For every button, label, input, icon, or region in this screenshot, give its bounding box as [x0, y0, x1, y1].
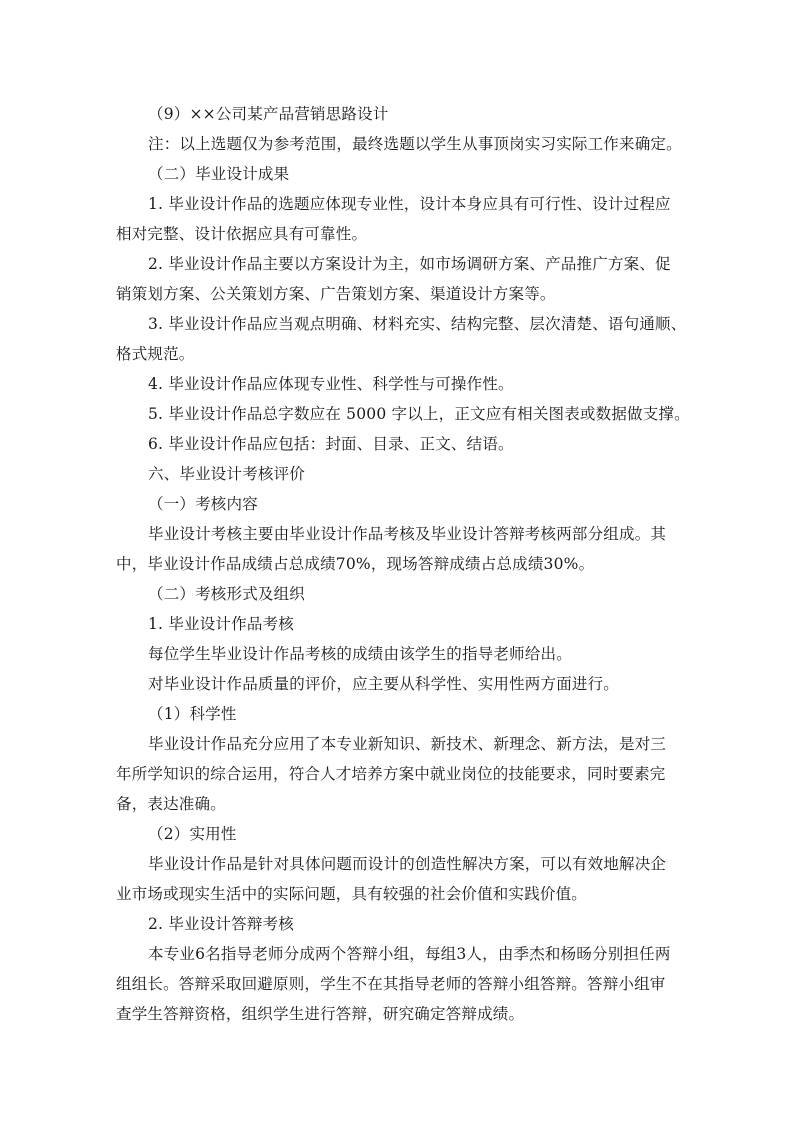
paragraph-line: 毕业设计作品充分应用了本专业新知识、新技术、新理念、新方法，是对三	[148, 735, 667, 753]
paragraph-line: 5. 毕业设计作品总字数应在 5000 字以上，正文应有相关图表或数据做支撑。	[148, 405, 690, 423]
paragraph-line: 查学生答辩资格，组织学生进行答辩，研究确定答辩成绩。	[116, 1005, 525, 1023]
paragraph-line: 业市场或现实生活中的实际问题，具有较强的社会价值和实践价值。	[116, 885, 588, 903]
paragraph-line: 毕业设计考核主要由毕业设计作品考核及毕业设计答辩考核两部分组成。其	[148, 525, 667, 543]
note-paragraph: 注：以上选题仅为参考范围，最终选题以学生从事顶岗实习实际工作来确定。	[148, 135, 682, 153]
paragraph-line: 相对完整、设计依据应具有可靠性。	[116, 225, 368, 243]
paragraph-line: 中，毕业设计作品成绩占总成绩70%，现场答辩成绩占总成绩30%。	[116, 555, 595, 573]
paragraph-line: 每位学生毕业设计作品考核的成绩由该学生的指导老师给出。	[148, 645, 572, 663]
paragraph-line: 备，表达准确。	[116, 795, 226, 813]
item-heading-scientific: （1）科学性	[148, 705, 237, 723]
item-heading-defense-assessment: 2. 毕业设计答辩考核	[148, 915, 294, 933]
paragraph-line: 4. 毕业设计作品应体现专业性、科学性与可操作性。	[148, 375, 514, 393]
paragraph-line: 1. 毕业设计作品的选题应体现专业性，设计本身应具有可行性、设计过程应	[148, 195, 671, 213]
subsection-heading-form: （二）考核形式及组织	[148, 585, 306, 603]
subsection-heading-content: （一）考核内容	[148, 495, 258, 513]
paragraph-line: 6. 毕业设计作品应包括：封面、目录、正文、结语。	[148, 435, 514, 453]
section-heading-results: （二）毕业设计成果	[148, 165, 290, 183]
paragraph-line: 年所学知识的综合运用，符合人才培养方案中就业岗位的技能要求，同时要素完	[116, 765, 666, 783]
item-heading-work-assessment: 1. 毕业设计作品考核	[148, 615, 294, 633]
section-heading-evaluation: 六、毕业设计考核评价	[148, 465, 306, 483]
paragraph-line: 本专业6名指导老师分成两个答辩小组，每组3人，由季杰和杨旸分别担任两	[148, 945, 671, 963]
paragraph-line: 毕业设计作品是针对具体问题而设计的创造性解决方案，可以有效地解决企	[148, 855, 667, 873]
paragraph-line: 组组长。答辩采取回避原则，学生不在其指导老师的答辩小组答辩。答辩小组审	[116, 975, 666, 993]
paragraph-line: 销策划方案、公关策划方案、广告策划方案、渠道设计方案等。	[116, 285, 556, 303]
item-heading-practical: （2）实用性	[148, 825, 237, 843]
paragraph-line: 格式规范。	[116, 345, 195, 363]
paragraph-line: 3. 毕业设计作品应当观点明确、材料充实、结构完整、层次清楚、语句通顺、	[148, 315, 687, 333]
item-9-title: （9）××公司某产品营销思路设计	[148, 105, 389, 123]
paragraph-line: 对毕业设计作品质量的评价，应主要从科学性、实用性两方面进行。	[148, 675, 620, 693]
paragraph-line: 2. 毕业设计作品主要以方案设计为主，如市场调研方案、产品推广方案、促	[148, 255, 671, 273]
